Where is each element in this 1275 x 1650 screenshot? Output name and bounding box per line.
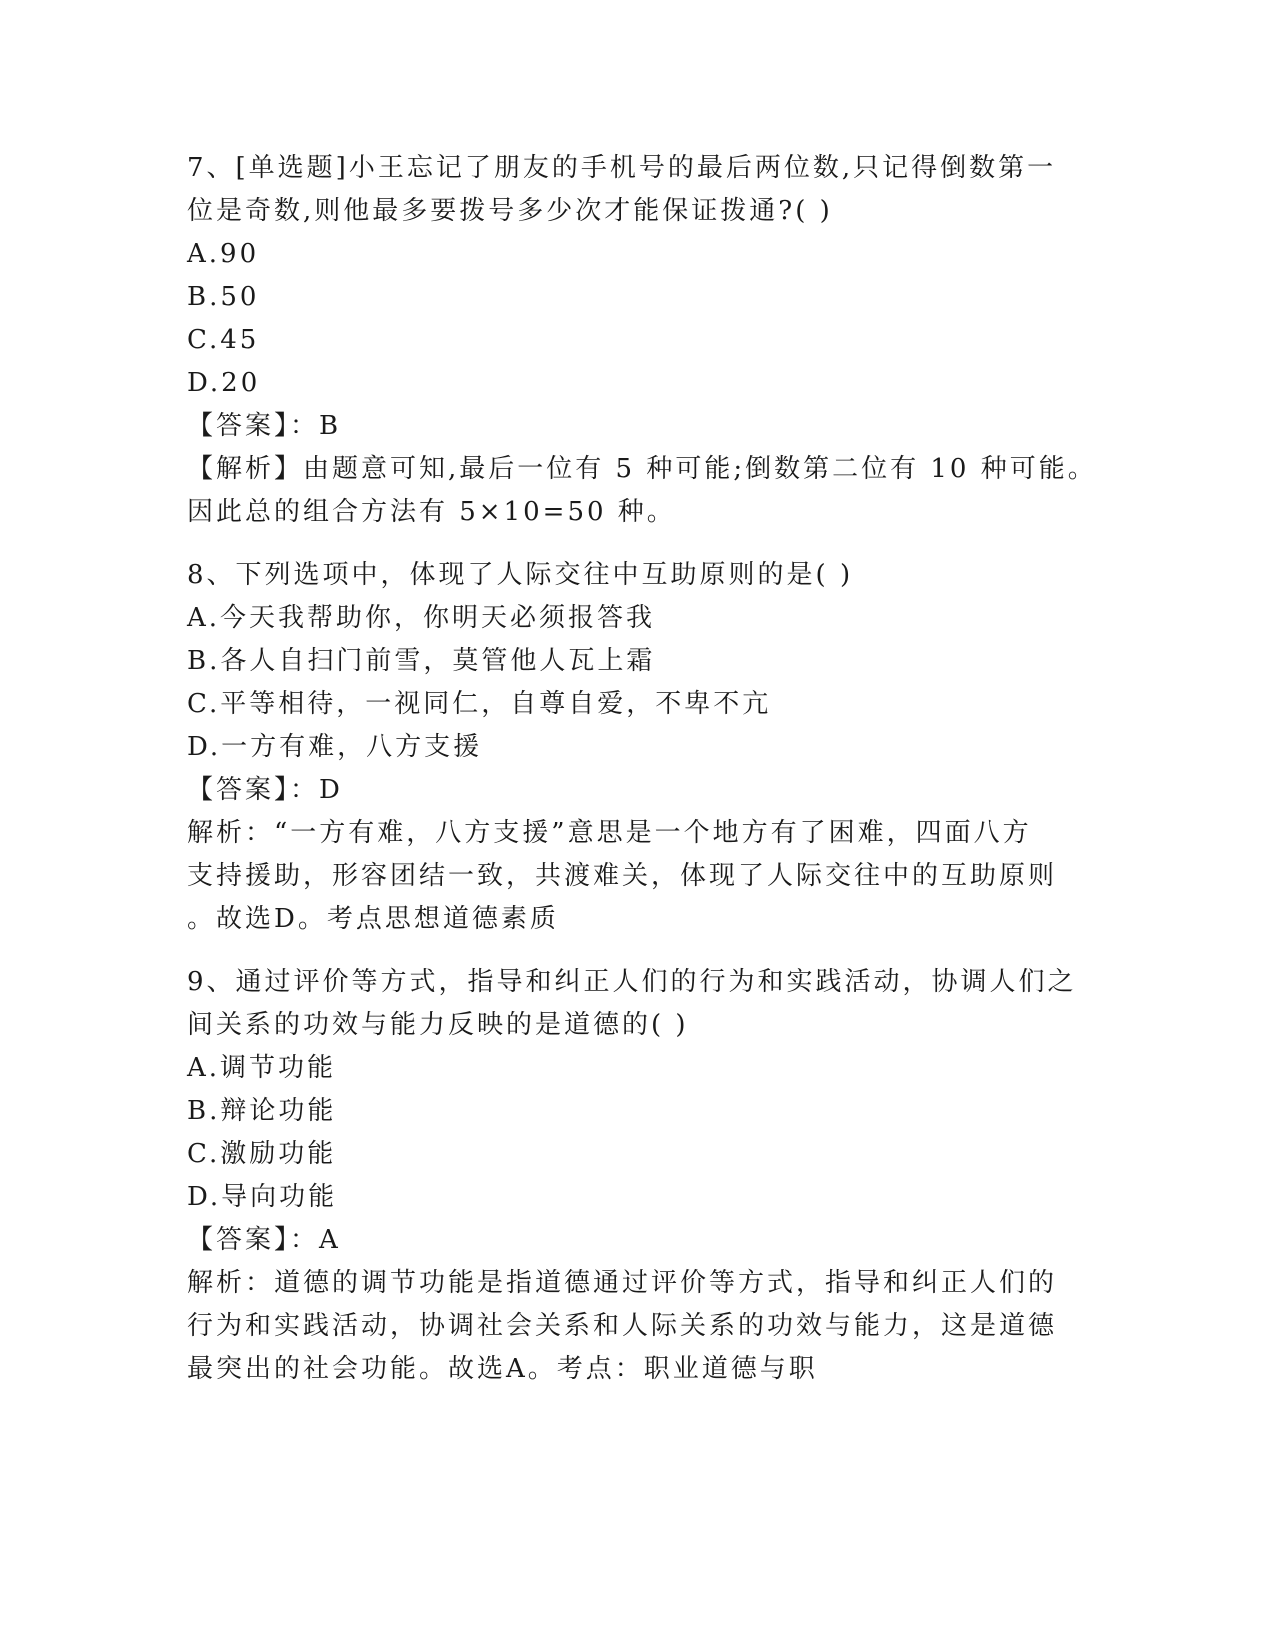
question-stem-line: 位是奇数,则他最多要拨号多少次才能保证拨通?( ): [187, 196, 833, 226]
answer-line: 【答案】：D: [187, 775, 343, 805]
question-separator: [187, 534, 1087, 554]
option-a: A.调节功能: [187, 1053, 337, 1083]
option-c: C.45: [187, 325, 260, 355]
option-c: C.平等相待，一视同仁，自尊自爱，不卑不亢: [187, 689, 772, 719]
analysis-line: 解析：“一方有难，八方支援”意思是一个地方有了困难，四面八方: [187, 818, 1032, 848]
answer-line: 【答案】：B: [187, 411, 342, 441]
question-stem-line: 间关系的功效与能力反映的是道德的( ): [187, 1010, 689, 1040]
option-a: A.90: [187, 239, 260, 269]
option-d: D.导向功能: [187, 1182, 338, 1212]
option-c: C.激励功能: [187, 1139, 337, 1169]
question-9: [187, 961, 1087, 1391]
question-stem-line: 7、[单选题]小王忘记了朋友的手机号的最后两位数,只记得倒数第一: [187, 153, 1057, 183]
option-a: A.今天我帮助你，你明天必须报答我: [187, 603, 656, 633]
analysis-line: 解析：道德的调节功能是指道德通过评价等方式，指导和纠正人们的: [187, 1268, 1058, 1298]
question-7: [187, 147, 1097, 534]
analysis-line: 支持援助，形容团结一致，共渡难关，体现了人际交往中的互助原则: [187, 861, 1058, 891]
option-d: D.20: [187, 368, 261, 398]
analysis-line: 行为和实践活动，协调社会关系和人际关系的功效与能力，这是道德: [187, 1311, 1058, 1341]
question-stem-line: 8、下列选项中，体现了人际交往中互助原则的是( ): [187, 560, 854, 590]
option-d: D.一方有难，八方支援: [187, 732, 483, 762]
option-b: B.50: [187, 282, 260, 312]
document-page: [187, 147, 1097, 1391]
analysis-line: 。故选D。考点思想道德素质: [187, 904, 559, 934]
option-b: B.辩论功能: [187, 1096, 337, 1126]
question-8: [187, 554, 1087, 941]
question-separator: [187, 941, 1087, 961]
answer-line: 【答案】：A: [187, 1225, 341, 1255]
option-b: B.各人自扫门前雪，莫管他人瓦上霜: [187, 646, 656, 676]
question-stem-line: 9、通过评价等方式，指导和纠正人们的行为和实践活动，协调人们之: [187, 967, 1077, 997]
analysis-line: 【解析】由题意可知,最后一位有 5 种可能;倒数第二位有 10 种可能。: [187, 454, 1097, 484]
analysis-line: 最突出的社会功能。故选A。考点：职业道德与职: [187, 1354, 818, 1384]
analysis-line: 因此总的组合方法有 5×10=50 种。: [187, 497, 676, 527]
